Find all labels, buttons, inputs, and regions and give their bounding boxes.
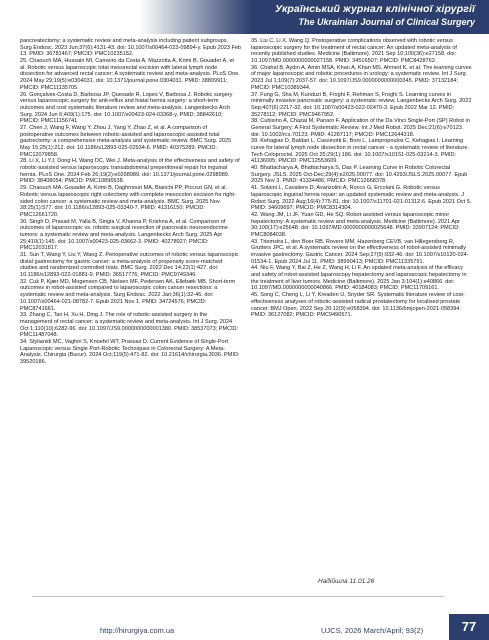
reference-item: 32. Cuk P, Kjær MD, Mogensen CB, Nielsen MF, Pedersen AK, Ellebæk MB. Short-term outcomes in robot-assisted compared to laparoscopic colon cancer resections: a systematic review and meta-analysis. Surg Endosc. 2022 Jan;36(1):32-46. doi: 10.1007/s00464-021-08782-7. Epub 2021 Nov 1. PMID: 34724576; PMCID: PMC8741661. (20, 278, 236, 312)
journal-title-ukrainian: Український журнал клінічної хірургії (275, 3, 475, 15)
references-column-right (251, 38, 472, 583)
footer-divider (32, 596, 444, 597)
received-date: Надійшла 11.01.26 (318, 578, 375, 585)
reference-item: 37. Fung G, Sha M, Kunduzi B, Froghi F, Rehman S, Froghi S. Learning curves in minimally invasive pancreatic surgery: a systematic review. Langenbecks Arch Surg. 2022 Sep;407(6):2217-32. doi: 10.1007/s00423-022-02470-3. Epub 2022 Mar 12. PMID: 35278112; PMCID: PMC9467952. (251, 91, 472, 118)
reference-item: 36. Chahal B, Aydın A, Amin MSA, Khan A, Khan MS, Ahmed K, et al. The learning curves of major laparoscopic and robotic procedures in urology: a systematic review. Int J Surg. 2023 Jul 1;109(7):2037-57. doi: 10.1097/JS9.0000000000000345. PMID: 37132184; PMCID: PMC10389344. (251, 64, 472, 91)
reference-item: pancreatectomy: a systematic review and meta-analysis including patient subgroups. Surg Endosc. 2023 Jun;37(6):4131-43. doi: 10.1007/s00464-023-09894-y. Epub 2023 Feb 13. PMID: 36781467; PMCID: PMC10235152. (20, 38, 242, 58)
reference-item: 39. Kehagias D, Baldari L, Cassinotti E, Boni L, Lampropoulos C, Kehagias I. Learning curve for lateral lymph node dissection in rectal cancer - a systematic review of literature. Tech Coloproctol. 2025 Oct 25;29(1):186. doi: 10.1007/s10151-025-03214-3. PMID: 41136005; PMCID: PMC12553609. (251, 138, 469, 165)
header-decoration (0, 0, 252, 34)
references-column-left (20, 38, 241, 583)
reference-item: 31. Sun T, Wang Y, Liu Y, Wang Z. Perioperative outcomes of robotic versus laparoscopic distal gastrectomy for gastric cancer: a meta-analysis of propensity score-matched studies and randomized controlled trials. BMC Surg. 2022 Dec 14;22(1):427. doi: 10.1186/s12893-022-01881-9. PMID: 36517776; PMCID: PMC9749346. (20, 252, 239, 279)
reference-item: 27. Chen J, Wang F, Wang Y, Zhou J, Yang Y, Zhao Z, et al. A comparison of postoperative outcomes between robotic-assisted and laparoscopic-assisted total gastrectomy: a comprehensive meta-analysis and systematic review. BMC Surg. 2025 May 15;25(1):212. doi: 10.1186/s12893-025-02934-6. PMID: 40375289; PMCID: PMC12079858. (20, 124, 232, 158)
reference-item: 41. Solaini L, Cavaliere D, Avanzolini A, Rocco G, Ercolani G. Robotic versus laparoscopic inguinal hernia repair: an updated systematic review and meta-analysis. J Robot Surg. 2022 Aug;16(4):775-81. doi: 10.1007/s11701-021-01312-6. Epub 2021 Oct 5. PMID: 34609697; PMCID: PMC8314304. (251, 185, 472, 212)
reference-item: 45. Song C, Cheng L, Li Y, Kreaden U, Snyder SR. Systematic literature review of cost-effectiveness analyses of robotic-assisted radical prostatectomy for localised prostate cancer. BMJ Open. 2022 Sep 20;12(9):e058394. doi: 10.1136/bmjopen-2021-058394. PMID: 36127082; PMCID: PMC9490571. (251, 292, 465, 319)
reference-item: 38. Cubisino A, Chazal M, Panaro F. Application of the Da Vinci Single-Port (SP) Robot in General Surgery: A First Systematic Review. Int J Med Robot. 2025 Dec;21(6):e70123. doi: 10.1002/rcs.70123. PMID: 41287117; PMCID: PMC12644318. (251, 118, 470, 138)
reference-item: 29. Chaouch MA, Gouader A, Krimi B, Daghmouri MA, Bianchi PP, Piccozi GN, et al. Robotic versus laparoscopic right colectomy with complete mesocolon excision for right-sided colon cancer: a systematic review and meta-analysis. BMC Surg. 2025 Nov 28;25(1):577. doi: 10.1186/s12893-025-03340-7. PMID: 41316150; PMCID: PMC12661720. (20, 185, 236, 218)
journal-citation: UJCS, 2026 March/April; 93(2) (321, 626, 424, 635)
reference-item: 33. Zhang C, Tan H, Xu H, Ding J. The role of robotic-assisted surgery in the management of rectal cancer: a systematic review and meta-analysis. Int J Surg. 2024 Oct 1;110(10):6282-96. doi: 10.1097/JS9.0000000000001380. PMID: 38537073; PMCID: PMC11487048. (20, 312, 239, 339)
page-number: 77 (449, 614, 489, 640)
reference-item: 28. Li X, Li YJ, Dong H, Wang DC, Wei J. Meta-analysis of the effectiveness and safety of robotic-assisted versus laparoscopic transabdominal preperitoneal repair for inguinal hernia. PLoS One. 2024 Feb 26;19(2):e0298989. doi: 10.1371/journal.pone.0298989. PMID: 38408054; PMCID: PMC10896538. (20, 158, 240, 185)
journal-title-english: The Ukrainian Journal of Clinical Surgery (298, 17, 475, 27)
journal-header (0, 0, 489, 34)
journal-url-link[interactable]: http://hirurgiya.com.ua (100, 626, 175, 635)
reference-item: 34. Stylianidi MC, Vaghiri S, Knoefel WT, Prassas D. Current Evidence of Single-Port Laparoscopic versus Single Port-Robotic Techniques in Colorectal Surgery: A Meta-Analysis. Chirurgia (Bucur). 2024 Oct;119(5):471-82. doi: 10.21614/chirurgia.3036. PMID: 39520186. (20, 338, 240, 365)
reference-item: 35. Liu C, Li X, Wang Q. Postoperative complications observed with robotic versus laparoscopic surgery for the treatment of rectal cancer: An updated meta-analysis of recently published studies. Medicine (Baltimore). 2021 Sep 10;100(36):e27158. doi: 10.1097/MD.0000000000027158. PMID: 34516507; PMCID: PMC8428762. (251, 38, 457, 65)
reference-item: 26. Gonçalves-Costa D, Barbosa JP, Quesado R, Lopes V, Barbosa J. Robotic surgery versus laparoscopic surgery for anti-reflux and hiatal hernia surgery: a short-term outcomes and cost systematic literature review and meta-analysis. Langenbecks Arch Surg. 2024 Jun 6;409(1):175. doi: 10.1007/s00423-024-03368-y. PMID: 38842610; PMCID: PMC11156741. (20, 91, 233, 125)
reference-item: 44. Niu F, Wang Y, Bai Z, He Z, Wang H, Li F. An updated meta-analysis of the efficacy and safety of robot-assisted laparoscopy hepatectomy and laparoscopic hepatectomy in the treatment of liver tumors. Medicine (Baltimore). 2025 Jan 3;104(1):e40866. doi: 10.1097/MD.0000000000040866. PMID: 40184083; PMCID: PMC11709161. (251, 265, 467, 292)
references-section (20, 38, 472, 583)
reference-item: 43. Triemstra L, den Boer RB, Rovers MM, Hazenberg CEVB, van Hillegersberg R, Grutters JPC, et al. A systematic review on the effectiveness of robot-assisted minimally invasive gastrectomy. Gastric Cancer. 2024 Sep;27(5):932-46. doi: 10.1007/s10120-024-01534-1. Epub 2024 Jul 11. PMID: 38990413; PMCID: PMC11335791. (251, 238, 469, 265)
reference-item: 25. Chaouch MA, Hussain MI, Carneiro da Costa A, Mazzotta A, Krimi B, Gouader A, et al. Robotic versus laparoscopic total mesorectal excision with lateral lymph node dissection for advanced rectal cancer: A systematic review and meta-analysis. PLoS One. 2024 May 29;19(5):e0304031. doi: 10.1371/journal.pone.0304031. PMID: 38809911; PMCID: PMC11135705. (20, 58, 240, 91)
page-footer (0, 596, 489, 640)
reference-item: 30. Singh D, Prasad M, Yalla B, Singla V, Khanna P, Krishna A, et al. Comparison of outcomes of laparoscopic vs. robotic surgical resection of pancreatic neuroendocrine tumors: a systematic review and meta-analysis. Langenbecks Arch Surg. 2025 Apr 25;410(1):145. doi: 10.1007/s00423-025-03662-3. PMID: 40278927; PMCID: PMC12031817. (20, 218, 228, 252)
reference-item: 42. Wang JM, Li JF, Yuan GD, He SQ. Robot-assisted versus laparoscopic minor hepatectomy: A systematic review and meta-analysis. Medicine (Baltimore). 2021 Apr 30;100(17):e25648. doi: 10.1097/MD.0000000000025648. PMID: 33907124; PMCID: PMC8084038. (251, 211, 461, 238)
reference-item: 40. Bhattacharya A, Bhattacharya S, Das P. Learning Curve in Robotic Colorectal Surgery. JSLS. 2025 Oct-Dec;29(4):e2025.00077. doi: 10.4293/JSLS.2025.00077. Epub 2025 Nov 3. PMID: 41334486; PMCID: PMC12668378. (251, 165, 468, 185)
